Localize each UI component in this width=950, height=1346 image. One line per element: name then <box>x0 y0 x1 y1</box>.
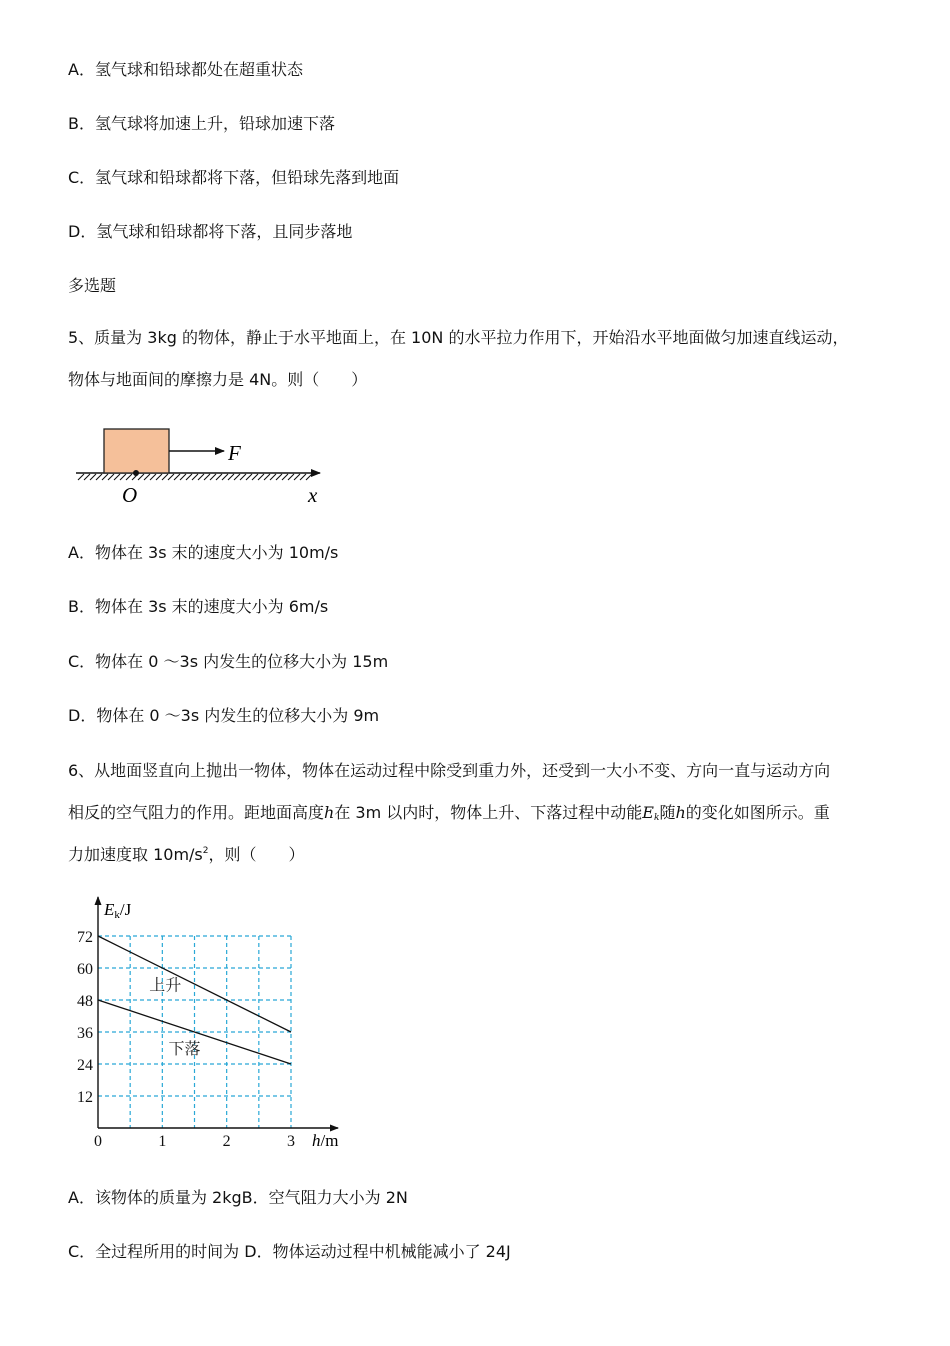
hatch-mark <box>306 474 312 480</box>
hatch-mark <box>138 474 144 480</box>
x-axis-label-main: h <box>312 1131 321 1150</box>
h-symbol: h <box>675 803 686 822</box>
hatch-mark <box>186 474 192 480</box>
hatch-mark <box>144 474 150 480</box>
option-5b: B．物体在 3s 末的速度大小为 6m/s <box>68 597 329 616</box>
hatch-mark <box>90 474 96 480</box>
y-tick-label: 36 <box>77 1025 93 1042</box>
hatch-mark <box>198 474 204 480</box>
q6-stem-line2 <box>68 803 830 823</box>
hatch-mark <box>168 474 174 480</box>
hatch-mark <box>192 474 198 480</box>
hatch-mark <box>264 474 270 480</box>
x-axis-label <box>312 1131 338 1150</box>
ground-hatch <box>78 474 312 480</box>
force-label: F <box>228 441 241 465</box>
axis-label-x: x <box>308 483 318 507</box>
hatch-mark <box>102 474 108 480</box>
hatch-mark <box>234 474 240 480</box>
ek-h-chart <box>66 893 366 1155</box>
exponent: 2 <box>202 846 209 856</box>
origin-point <box>133 470 139 476</box>
q6-stem-text: ，则（ ） <box>208 845 305 864</box>
option-4b: B．氢气球将加速上升，铅球加速下落 <box>68 114 335 133</box>
x-axis-label-unit: /m <box>320 1131 339 1150</box>
hatch-mark <box>174 474 180 480</box>
h-symbol: h <box>324 803 335 822</box>
option-6ab: A．该物体的质量为 2kgB．空气阻力大小为 2N <box>68 1188 408 1207</box>
hatch-mark <box>246 474 252 480</box>
hatch-mark <box>222 474 228 480</box>
ek-sub: k <box>653 813 660 823</box>
hatch-mark <box>258 474 264 480</box>
y-tick-label: 72 <box>77 929 93 946</box>
q6-stem-text: 相反的空气阻力的作用。距地面高度 <box>68 803 325 822</box>
y-axis-label-main: E <box>104 900 115 919</box>
option-4a: A．氢气球和铅球都处在超重状态 <box>68 60 303 79</box>
x-tick-label: 2 <box>222 1133 231 1150</box>
hatch-mark <box>270 474 276 480</box>
hatch-mark <box>150 474 156 480</box>
hatch-mark <box>210 474 216 480</box>
option-5d: D．物体在 0 ～3s 内发生的位移大小为 9m <box>68 706 380 725</box>
hatch-mark <box>300 474 306 480</box>
option-6cd: C．全过程所用的时间为 D．物体运动过程中机械能减小了 24J <box>68 1242 511 1261</box>
ek-symbol <box>642 803 659 822</box>
hatch-mark <box>204 474 210 480</box>
option-4d: D．氢气球和铅球都将下落，且同步落地 <box>68 222 353 241</box>
q6-stem-line3 <box>68 845 305 865</box>
hatch-mark <box>282 474 288 480</box>
x-tick-label: 1 <box>158 1133 167 1150</box>
hatch-mark <box>84 474 90 480</box>
section-title: 多选题 <box>68 276 117 295</box>
series-label: 上升 <box>149 975 182 995</box>
hatch-mark <box>252 474 258 480</box>
q6-stem-text: 的变化如图所示。重 <box>685 803 830 822</box>
ek-main: E <box>642 803 654 822</box>
hatch-mark <box>216 474 222 480</box>
q5-stem-line2: 物体与地面间的摩擦力是 4N。则（ ） <box>68 370 368 389</box>
hatch-mark <box>96 474 102 480</box>
y-axis-label <box>103 900 132 921</box>
hatch-mark <box>276 474 282 480</box>
q6-stem-line1: 6、从地面竖直向上抛出一物体，物体在运动过程中除受到重力外，还受到一大小不变、方向一直与运动方向 <box>68 761 831 780</box>
hatch-mark <box>162 474 168 480</box>
q5-figure <box>68 420 348 516</box>
hatch-mark <box>294 474 300 480</box>
x-tick-label: 0 <box>94 1133 102 1150</box>
y-axis-label-sub: k <box>114 909 120 921</box>
q6-stem-text: 力加速度取 10m/s <box>68 845 203 864</box>
hatch-mark <box>114 474 120 480</box>
y-tick-label: 24 <box>77 1057 93 1074</box>
q5-stem-line1: 5、质量为 3kg 的物体，静止于水平地面上，在 10N 的水平拉力作用下，开始沿水平地面做匀加速直线运动， <box>68 328 849 347</box>
hatch-mark <box>108 474 114 480</box>
hatch-mark <box>120 474 126 480</box>
hatch-mark <box>288 474 294 480</box>
option-5c: C．物体在 0 ～3s 内发生的位移大小为 15m <box>68 652 389 671</box>
series-label: 下落 <box>168 1039 201 1058</box>
y-tick-label: 48 <box>77 993 93 1010</box>
q6-stem-text: 随 <box>659 803 676 822</box>
hatch-mark <box>78 474 84 480</box>
y-tick-label: 60 <box>77 961 93 978</box>
hatch-mark <box>180 474 186 480</box>
hatch-mark <box>156 474 162 480</box>
hatch-mark <box>228 474 234 480</box>
option-5a: A．物体在 3s 末的速度大小为 10m/s <box>68 543 339 562</box>
q6-stem-text: 在 3m 以内时，物体上升、下落过程中动能 <box>334 803 643 822</box>
y-axis-label-unit: /J <box>119 900 132 919</box>
origin-label: O <box>122 483 138 507</box>
block <box>104 429 169 473</box>
hatch-mark <box>240 474 246 480</box>
y-tick-label: 12 <box>77 1089 93 1106</box>
option-4c: C．氢气球和铅球都将下落，但铅球先落到地面 <box>68 168 400 187</box>
x-tick-label: 3 <box>287 1133 295 1150</box>
hatch-mark <box>126 474 132 480</box>
